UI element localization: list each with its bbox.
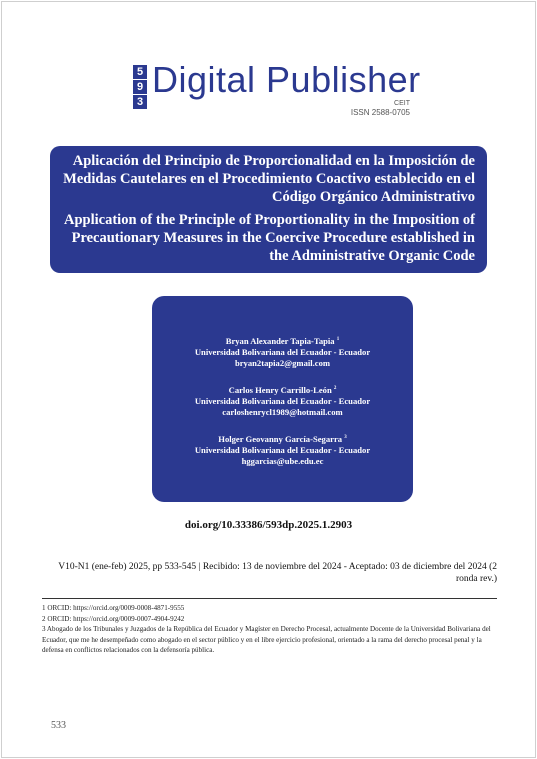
author-block xyxy=(152,432,413,467)
title-box xyxy=(50,146,487,273)
author-name-line xyxy=(152,334,413,347)
author-email[interactable]: carloshenrycl1989@hotmail.com xyxy=(222,407,343,417)
logo-issn: ISSN 2588-0705 xyxy=(350,108,410,117)
author-name-line xyxy=(152,432,413,445)
author-name: Bryan Alexander Tapia-Tapia xyxy=(225,336,335,346)
author-institution: Universidad Bolivariana del Ecuador - Ecuador xyxy=(194,445,371,455)
author-name: Holger Geovanny García-Segarra xyxy=(218,434,343,444)
footnote-2: 2 ORCID: https://orcid.org/0009-0007-4904-9242 xyxy=(42,614,185,623)
footnotes xyxy=(42,603,500,656)
logo-digit: 3 xyxy=(133,95,147,109)
author-footnote-mark: 1 xyxy=(336,337,340,342)
doi-link[interactable]: doi.org/10.33386/593dp.2025.1.2903 xyxy=(184,519,353,531)
footnote-1: 1 ORCID: https://orcid.org/0009-0008-4871-9555 xyxy=(42,604,185,612)
logo-digit: 5 xyxy=(133,65,147,79)
author-footnote-mark: 3 xyxy=(344,435,347,440)
footnote-divider xyxy=(42,598,497,599)
logo-number-boxes xyxy=(133,65,147,110)
author-block xyxy=(152,334,413,369)
footnote-3: 3 Abogado de los Tribunales y Juzgados de la República del Ecuador y Magíster en Derecho Procesal, actualmente Docente de la Universidad Bolivariana del Ecuador, que me he desempeñado como abogado en el sector público y en el libre ejercicio profesional, orientado a la rama del derecho procesal penal y la defensa en conflictos relacionados con la defensoría pública. xyxy=(42,625,491,654)
author-name: Carlos Henry Carrillo-León xyxy=(228,385,332,395)
authors-box xyxy=(152,296,413,502)
author-footnote-mark: 2 xyxy=(333,386,337,391)
author-email[interactable]: hggarcias@ube.edu.ec xyxy=(241,456,324,466)
author-email[interactable]: bryan2tapia2@gmail.com xyxy=(234,358,331,368)
title-spanish: Aplicación del Principio de Proporcionalidad en la Imposición de Medidas Cautelares en el Procedimiento Coactivo establecido en el Código Orgánico Administrativo xyxy=(63,153,475,205)
author-name-line xyxy=(152,383,413,396)
logo-title: Digital Publisher xyxy=(152,59,421,100)
author-institution: Universidad Bolivariana del Ecuador - Ecuador xyxy=(194,347,371,357)
journal-logo xyxy=(133,59,423,117)
author-block xyxy=(152,383,413,418)
logo-digit: 9 xyxy=(133,80,147,94)
author-institution: Universidad Bolivariana del Ecuador - Ecuador xyxy=(194,396,371,406)
logo-ceit: CEIT xyxy=(394,100,410,107)
title-english: Application of the Principle of Proportionality in the Imposition of Precautionary Measures in the Coercive Procedure established in the Administrative Organic Code xyxy=(64,212,475,264)
page-number: 533 xyxy=(51,720,66,731)
publication-metadata: V10-N1 (ene-feb) 2025, pp 533-545 | Recibido: 13 de noviembre del 2024 - Aceptado: 03 de diciembre del 2024 (2 ronda rev.) xyxy=(58,562,497,584)
